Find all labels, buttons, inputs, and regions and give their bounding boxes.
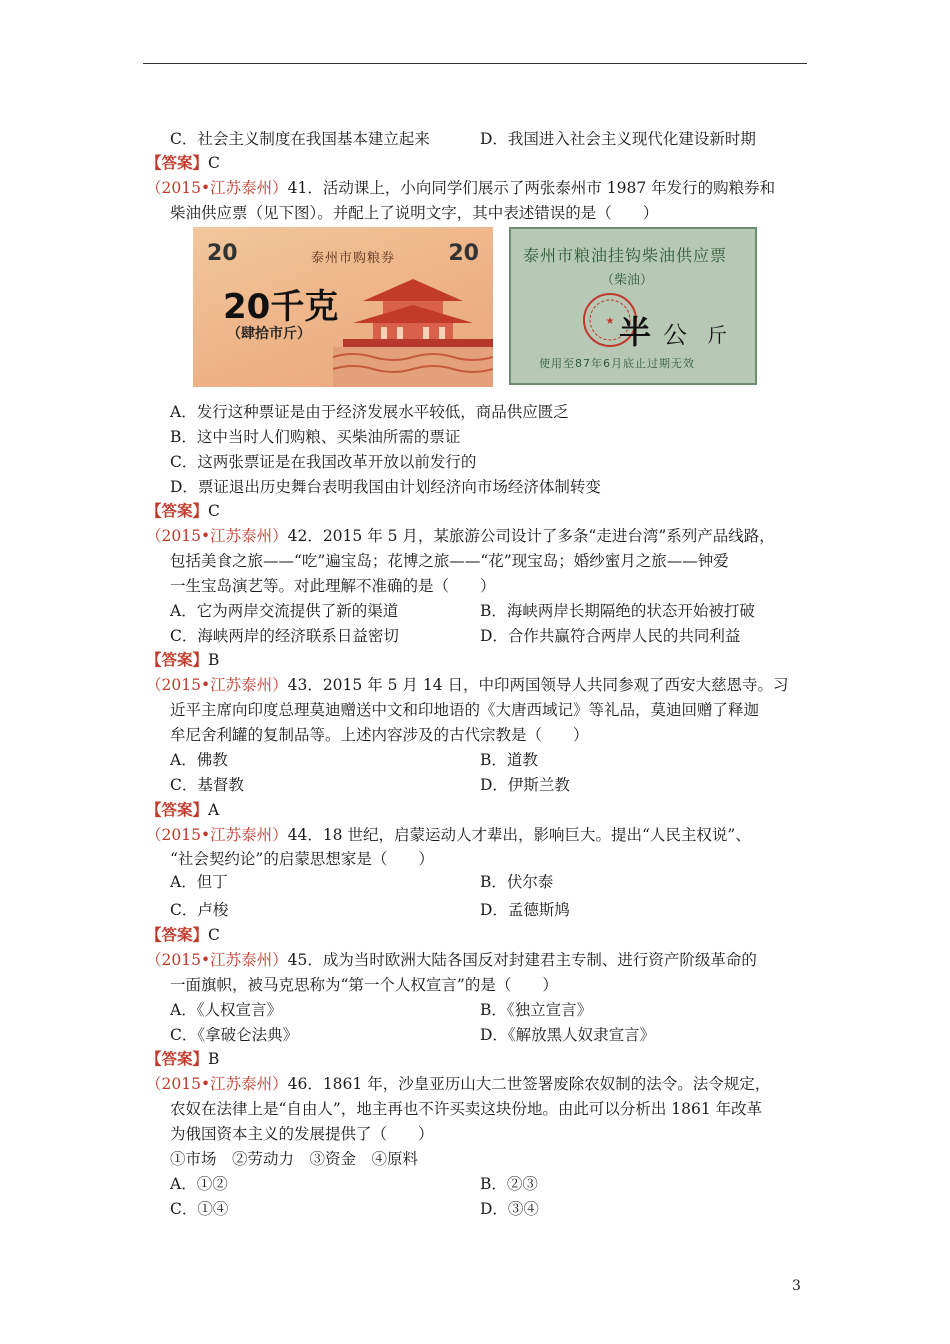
question-41-line2 bbox=[170, 203, 658, 223]
header-rule bbox=[143, 63, 807, 64]
text-segment: A．《人权宣言》 bbox=[170, 1001, 282, 1019]
answer-q40 bbox=[146, 153, 220, 173]
text-segment: D．合作共赢符合两岸人民的共同利益 bbox=[480, 627, 741, 645]
grain-coupon-title: 泰州市购粮券 bbox=[311, 251, 396, 266]
text-segment: C bbox=[208, 154, 220, 172]
answer-label: 【答案】 bbox=[146, 1049, 209, 1068]
diesel-coupon-image bbox=[509, 227, 757, 385]
question-43-line3 bbox=[170, 725, 589, 745]
text-segment: D．我国进入社会主义现代化建设新时期 bbox=[480, 130, 756, 148]
option-c-q45 bbox=[170, 1025, 298, 1045]
option-d-q41 bbox=[170, 477, 601, 497]
diesel-coupon-footer: 使用至87年6月底止过期无效 bbox=[539, 357, 695, 370]
option-a-q44 bbox=[170, 872, 228, 892]
option-a-q41 bbox=[170, 402, 569, 422]
diesel-coupon-subtitle: （柴油） bbox=[601, 273, 654, 288]
question-45-line2 bbox=[170, 975, 558, 995]
text-segment: ①市场 ②劳动力 ③资金 ④原料 bbox=[170, 1150, 419, 1168]
text-segment: C．《拿破仑法典》 bbox=[170, 1026, 299, 1044]
text-segment: C．①④ bbox=[170, 1200, 229, 1218]
text-segment: B．道教 bbox=[480, 751, 538, 769]
text-segment: D．孟德斯鸠 bbox=[480, 901, 570, 919]
diesel-coupon-unit-2: 斤 bbox=[707, 323, 727, 347]
option-d-q40 bbox=[480, 129, 756, 149]
option-d-q46 bbox=[480, 1199, 539, 1219]
text-segment: 近平主席向印度总理莫迪赠送中文和印地语的《大唐西域记》等礼品，莫迪回赠了释迦 bbox=[170, 701, 760, 719]
text-segment: D．票证退出历史舞台表明我国由计划经济向市场经济体制转变 bbox=[170, 478, 601, 496]
option-b-q45 bbox=[480, 1000, 592, 1020]
text-segment: 为俄国资本主义的发展提供了（ ） bbox=[170, 1125, 434, 1143]
text-segment: A．发行这种票证是由于经济发展水平较低，商品供应匮乏 bbox=[170, 403, 569, 421]
answer-label: 【答案】 bbox=[146, 925, 209, 944]
answer-q44 bbox=[146, 925, 220, 945]
question-43-line2 bbox=[170, 700, 759, 720]
answer-label: 【答案】 bbox=[146, 650, 209, 669]
text-segment: D．③④ bbox=[480, 1200, 539, 1218]
text-segment: 包括美食之旅——“吃”遍宝岛；花博之旅——“花”现宝岛；婚纱蜜月之旅——钟爱 bbox=[170, 552, 729, 570]
option-d-q45 bbox=[480, 1025, 655, 1045]
question-46-line1 bbox=[146, 1074, 770, 1094]
source-tag: （2015•江苏泰州） bbox=[146, 527, 288, 545]
question-46-items bbox=[170, 1149, 418, 1169]
text-segment: D．《解放黑人奴隶宣言》 bbox=[480, 1026, 656, 1044]
option-b-q44 bbox=[480, 872, 553, 892]
text-segment: C．这两张票证是在我国改革开放以前发行的 bbox=[170, 453, 477, 471]
text-segment: 农奴在法律上是“自由人”，地主再也不许买卖这块份地。由此可以分析出 1861 年改革 bbox=[170, 1100, 763, 1118]
diesel-coupon-unit-1: 公 bbox=[663, 321, 687, 349]
text-segment: 牟尼舍利罐的复制品等。上述内容涉及的古代宗教是（ ） bbox=[170, 726, 589, 744]
text-segment: 46．1861 年，沙皇亚历山大二世签署废除农奴制的法令。法令规定， bbox=[287, 1075, 771, 1093]
option-b-q43 bbox=[480, 750, 538, 770]
svg-text:★: ★ bbox=[605, 316, 615, 327]
option-c-q41 bbox=[170, 452, 476, 472]
diesel-coupon-title: 泰州市粮油挂钩柴油供应票 bbox=[523, 246, 728, 265]
text-segment: A．佛教 bbox=[170, 751, 228, 769]
option-d-q42 bbox=[480, 626, 740, 646]
answer-label: 【答案】 bbox=[146, 501, 209, 520]
pagoda-illustration bbox=[333, 261, 493, 387]
text-segment: 一面旗帜，被马克思称为“第一个人权宣言”的是（ ） bbox=[170, 976, 558, 994]
answer-label: 【答案】 bbox=[146, 153, 209, 172]
option-b-q42 bbox=[480, 601, 755, 621]
option-d-q44 bbox=[480, 900, 570, 920]
text-segment: 一生宝岛演艺等。对此理解不准确的是（ ） bbox=[170, 577, 496, 595]
answer-q45 bbox=[146, 1049, 219, 1069]
text-segment: 44．18 世纪，启蒙运动人才辈出，影响巨大。提出“人民主权说”、 bbox=[287, 826, 751, 844]
option-a-q46 bbox=[170, 1174, 228, 1194]
question-42-line1 bbox=[146, 526, 775, 546]
page-number: 3 bbox=[792, 1278, 801, 1294]
question-44-line1 bbox=[146, 825, 751, 845]
diesel-coupon-amount: 半 bbox=[619, 313, 652, 351]
text-segment: D．伊斯兰教 bbox=[480, 776, 570, 794]
option-d-q43 bbox=[480, 775, 570, 795]
text-segment: “社会契约论”的启蒙思想家是（ ） bbox=[170, 850, 434, 868]
answer-label: 【答案】 bbox=[146, 800, 209, 819]
source-tag: （2015•江苏泰州） bbox=[146, 676, 288, 694]
option-c-q42 bbox=[170, 626, 399, 646]
grain-coupon-amount-note: （肆拾市斤） bbox=[227, 326, 311, 342]
grain-coupon-corner-right: 20 bbox=[448, 241, 479, 266]
text-segment: 41．活动课上，小向同学们展示了两张泰州市 1987 年发行的购粮券和 bbox=[287, 179, 776, 197]
option-b-q41 bbox=[170, 427, 460, 447]
text-segment: A．它为两岸交流提供了新的渠道 bbox=[170, 602, 399, 620]
text-segment: B．②③ bbox=[480, 1175, 538, 1193]
text-segment: C bbox=[208, 926, 220, 944]
option-c-q46 bbox=[170, 1199, 228, 1219]
grain-coupon-amount: 20千克 bbox=[223, 287, 339, 327]
question-44-line2 bbox=[170, 849, 434, 869]
text-segment: C．卢梭 bbox=[170, 901, 229, 919]
text-segment: 柴油供应票（见下图）。并配上了说明文字，其中表述错误的是（ ） bbox=[170, 204, 659, 222]
option-b-q46 bbox=[480, 1174, 538, 1194]
text-segment: C bbox=[208, 502, 220, 520]
source-tag: （2015•江苏泰州） bbox=[146, 1075, 288, 1093]
source-tag: （2015•江苏泰州） bbox=[146, 951, 288, 969]
text-segment: A bbox=[208, 801, 220, 819]
question-45-line1 bbox=[146, 950, 757, 970]
answer-q43 bbox=[146, 800, 219, 820]
question-46-line2 bbox=[170, 1099, 762, 1119]
text-segment: B．伏尔泰 bbox=[480, 873, 554, 891]
option-c-q40 bbox=[170, 129, 430, 149]
text-segment: A．①② bbox=[170, 1175, 228, 1193]
text-segment: B．海峡两岸长期隔绝的状态开始被打破 bbox=[480, 602, 755, 620]
text-segment: B．这中当时人们购粮、买柴油所需的票证 bbox=[170, 428, 461, 446]
source-tag: （2015•江苏泰州） bbox=[146, 826, 288, 844]
question-43-line1 bbox=[146, 675, 789, 695]
option-c-q44 bbox=[170, 900, 228, 920]
text-segment: A．但丁 bbox=[170, 873, 228, 891]
option-a-q45 bbox=[170, 1000, 282, 1020]
question-42-line3 bbox=[170, 576, 496, 596]
source-tag: （2015•江苏泰州） bbox=[146, 179, 288, 197]
text-segment: 43．2015 年 5 月 14 日，中印两国领导人共同参观了西安大慈恩寺。习 bbox=[287, 676, 789, 694]
question-46-line3 bbox=[170, 1124, 434, 1144]
answer-q42 bbox=[146, 650, 219, 670]
text-segment: C．海峡两岸的经济联系日益密切 bbox=[170, 627, 399, 645]
text-segment: 42．2015 年 5 月，某旅游公司设计了多条“走进台湾”系列产品线路， bbox=[287, 527, 775, 545]
text-segment: B bbox=[208, 651, 220, 669]
grain-coupon-image bbox=[193, 227, 493, 387]
option-a-q42 bbox=[170, 601, 398, 621]
text-segment: B．《独立宣言》 bbox=[480, 1001, 593, 1019]
option-c-q43 bbox=[170, 775, 244, 795]
question-41-line1 bbox=[146, 178, 775, 198]
text-segment: 45．成为当时欧洲大陆各国反对封建君主专制、进行资产阶级革命的 bbox=[287, 951, 757, 969]
text-segment: C．社会主义制度在我国基本建立起来 bbox=[170, 130, 430, 148]
answer-q41 bbox=[146, 501, 220, 521]
question-42-line2 bbox=[170, 551, 729, 571]
option-a-q43 bbox=[170, 750, 228, 770]
grain-coupon-corner-left: 20 bbox=[207, 241, 238, 266]
text-segment: B bbox=[208, 1050, 220, 1068]
text-segment: C．基督教 bbox=[170, 776, 244, 794]
